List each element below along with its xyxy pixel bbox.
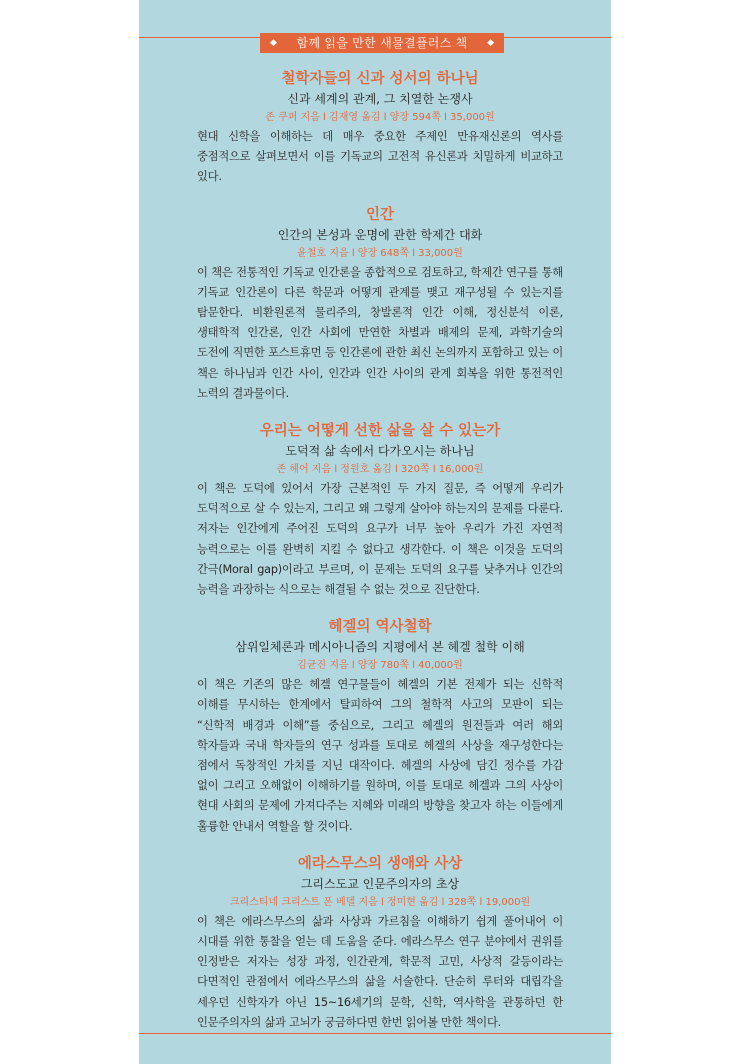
diamond-icon-left: ◆ [270, 38, 277, 48]
book-meta: 존 헤어 지음 l 정원호 옮김 l 320쪽 l 16,000원 [276, 464, 484, 476]
book-meta: 존 쿠퍼 지음 l 김재영 옮김 l 양장 594쪽 l 35,000원 [265, 112, 495, 123]
book-meta: 윤철호 지음 l 양장 648쪽 l 33,000원 [297, 247, 463, 259]
book-title: 우리는 어떻게 선한 삶을 살 수 있는가 [259, 422, 501, 440]
book-title: 헤겔의 역사철학 [328, 618, 432, 636]
book-entry [197, 420, 563, 600]
book-subtitle: 인간의 본성과 운명에 관한 학제간 대화 [277, 227, 483, 242]
book-description: 현대 신학을 이해하는 데 매우 중요한 주제인 만유재신론의 역사를 중점적으로 살펴보면서 이를 기독교의 고전적 유신론과 치밀하게 비교하고 있다. [197, 130, 563, 184]
book-subtitle: 그리스도교 인문주의자의 초상 [300, 876, 460, 891]
book-entry [197, 68, 563, 188]
book-subtitle: 삼위일체론과 메시아니즘의 지평에서 본 헤겔 철학 이해 [235, 640, 525, 655]
book-title: 인간 [365, 205, 394, 223]
book-description: 이 책은 도덕에 있어서 가장 근본적인 두 가지 질문, 즉 어떻게 우리가 도덕적으로 살 수 있는지, 그리고 왜 그렇게 살아야 하는지의 문제를 다룬다. 저자는 인간에게 주어진 도덕의 요구가 너무 높아 우리가 가진 자연적 능력으로는 이를 완벽히 지킬 수 없다고 생각한다. 이 책은 이것을 도덕의 간극(Moral gap)이라고 부르며, 이 문제는 도덕의 요구를 낮추거나 인간의 능력을 과장하는 식으로는 해결될 수 없는 것으로 진단한다. [197, 482, 563, 597]
book-description: 이 책은 전통적인 기독교 인간론을 종합적으로 검토하고, 학제간 연구를 통해 기독교 인간론이 다른 학문과 어떻게 관계를 맺고 재구성될 수 있는지를 탐문한다. 비환원론적 물리주의, 창발론적 인간 이해, 정신분석 이론, 생태학적 인간론, 인간 사회에 만연한 차별과 배제의 문제, 과학기술의 도전에 직면한 포스트휴먼 등 인간론에 관한 최신 논의까지 포함하고 있는 이 책은 하나님과 인간 사이, 인간과 인간 사이의 관계 회복을 위한 통전적인 노력의 결과물이다. [197, 265, 563, 400]
book-title: 철학자들의 신과 성서의 하나님 [281, 70, 479, 87]
book-list-page [139, 0, 611, 1064]
section-banner [260, 33, 504, 53]
diamond-icon-right: ◆ [487, 38, 494, 48]
book-list [197, 68, 563, 1049]
book-subtitle: 도덕적 삶 속에서 다가오시는 하나님 [285, 444, 475, 459]
book-subtitle: 신과 세계의 관계, 그 치열한 논쟁사 [287, 92, 473, 106]
banner-title: 함께 읽을 만한 새물결플러스 책 [296, 36, 468, 50]
book-description: 이 책은 에라스무스의 삶과 사상과 가르침을 이해하기 쉽게 풀어내어 이 시대를 위한 통찰을 얻는 데 도움을 준다. 에라스무스 연구 분야에서 권위를 인정받은 저자는 성장 과정, 인간관계, 학문적 고민, 사상적 갈등이라는 다면적인 관점에서 에라스무스의 삶을 서술한다. 단순히 루터와 대립각을 세우던 신학자가 아닌 15~16세기의 문학, 신학, 역사학을 관통하던 한 인문주의자의 삶과 고뇌가 궁금하다면 한번 읽어볼 만한 책이다. [197, 914, 563, 1029]
book-meta: 크리스티네 크리스트 폰 베델 지음 l 정미현 옮김 l 328쪽 l 19,000원 [229, 896, 531, 908]
book-title: 에라스무스의 생애와 사상 [297, 854, 463, 872]
book-entry [197, 204, 563, 404]
book-entry [197, 853, 563, 1033]
book-meta: 김균진 지음 l 양장 780쪽 l 40,000원 [297, 660, 463, 672]
book-description: 이 책은 기존의 많은 헤겔 연구물들이 헤겔의 기본 전제가 되는 신학적 이해를 무시하는 한계에서 탈피하여 그의 철학적 사고의 모판이 되는 “신학적 배경과 이해”를 중심으로, 그리고 헤겔의 원전들과 여러 해외 학자들과 국내 학자들의 연구 성과를 토대로 헤겔의 사상을 재구성한다는 점에서 독창적인 가치를 지닌 대작이다. 헤겔의 사상에 담긴 정수를 가감 없이 그리고 오해없이 이해하기를 원하며, 이를 토대로 헤겔과 그의 사상이 현대 사회의 문제에 가져다주는 지혜와 미래의 방향을 찾고자 하는 이들에게 훌륭한 안내서 역할을 할 것이다. [197, 678, 563, 833]
bottom-divider [139, 1033, 611, 1034]
book-entry [197, 616, 563, 837]
